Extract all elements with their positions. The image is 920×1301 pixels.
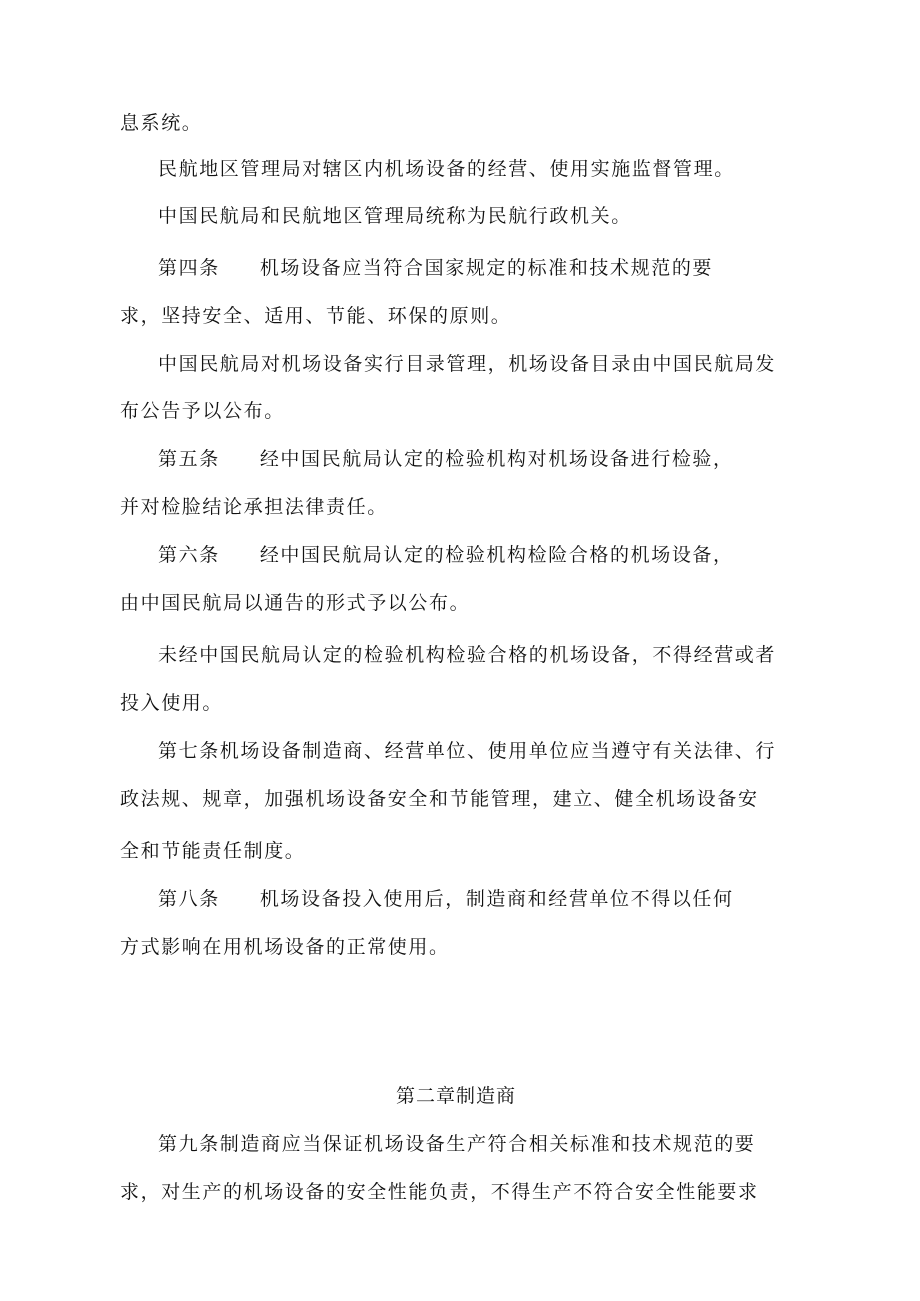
article-number: 第四条: [158, 257, 220, 279]
paragraph-line: 民航地区管理局对辖区内机场设备的经营、使用实施监督管理。: [158, 158, 735, 180]
paragraph-line: 求，坚持安全、适用、节能、环保的原则。: [120, 305, 512, 327]
article-number: 第五条: [158, 448, 220, 470]
article-text: 机场设备应当符合国家规定的标准和技术规范的要: [259, 257, 714, 279]
paragraph-line: 求，对生产的机场设备的安全性能负责，不得生产不符合安全性能要求: [120, 1181, 759, 1203]
article-text: 经中国民航局认定的检验机构对机场设备进行检验，: [259, 448, 734, 470]
paragraph-line: 政法规、规章，加强机场设备安全和节能管理，建立、健全机场设备安: [120, 788, 759, 810]
article-text: 经中国民航局认定的检验机构检险合格的机场设备，: [259, 544, 734, 566]
paragraph-line: 第七条机场设备制造商、经营单位、使用单位应当遵守有关法律、行: [158, 740, 777, 762]
article-text: 机场设备投入使用后，制造商和经营单位不得以任何: [259, 888, 734, 910]
article-5-line: [158, 447, 734, 471]
paragraph-line: 未经中国民航局认定的检验机构检验合格的机场设备，不得经营或者: [158, 644, 777, 666]
article-number: 第六条: [158, 544, 220, 566]
article-6-line: [158, 543, 734, 567]
paragraph-line: 第九条制造商应当保证机场设备生产符合相关标准和技术规范的要: [158, 1133, 756, 1155]
paragraph-line: 中国民航局对机场设备实行目录管理，机场设备目录由中国民航局发: [158, 353, 777, 375]
article-4-line: [158, 256, 713, 280]
article-8-line: [158, 887, 734, 911]
chapter-heading: 第二章制造商: [396, 1085, 517, 1107]
paragraph-line: 布公告予以公布。: [120, 400, 285, 422]
paragraph-line: 息系统。: [120, 112, 203, 134]
paragraph-line: 全和节能责任制度。: [120, 840, 306, 862]
paragraph-line: 中国民航局和民航地区管理局统称为民航行政机关。: [158, 205, 632, 227]
paragraph-line: 方式影响在用机场设备的正常使用。: [120, 936, 450, 958]
paragraph-line: 由中国民航局以通告的形式予以公布。: [120, 592, 471, 614]
paragraph-line: 并对检脸结论承担法律责任。: [120, 496, 388, 518]
paragraph-line: 投入使用。: [120, 692, 224, 714]
article-number: 第八条: [158, 888, 220, 910]
